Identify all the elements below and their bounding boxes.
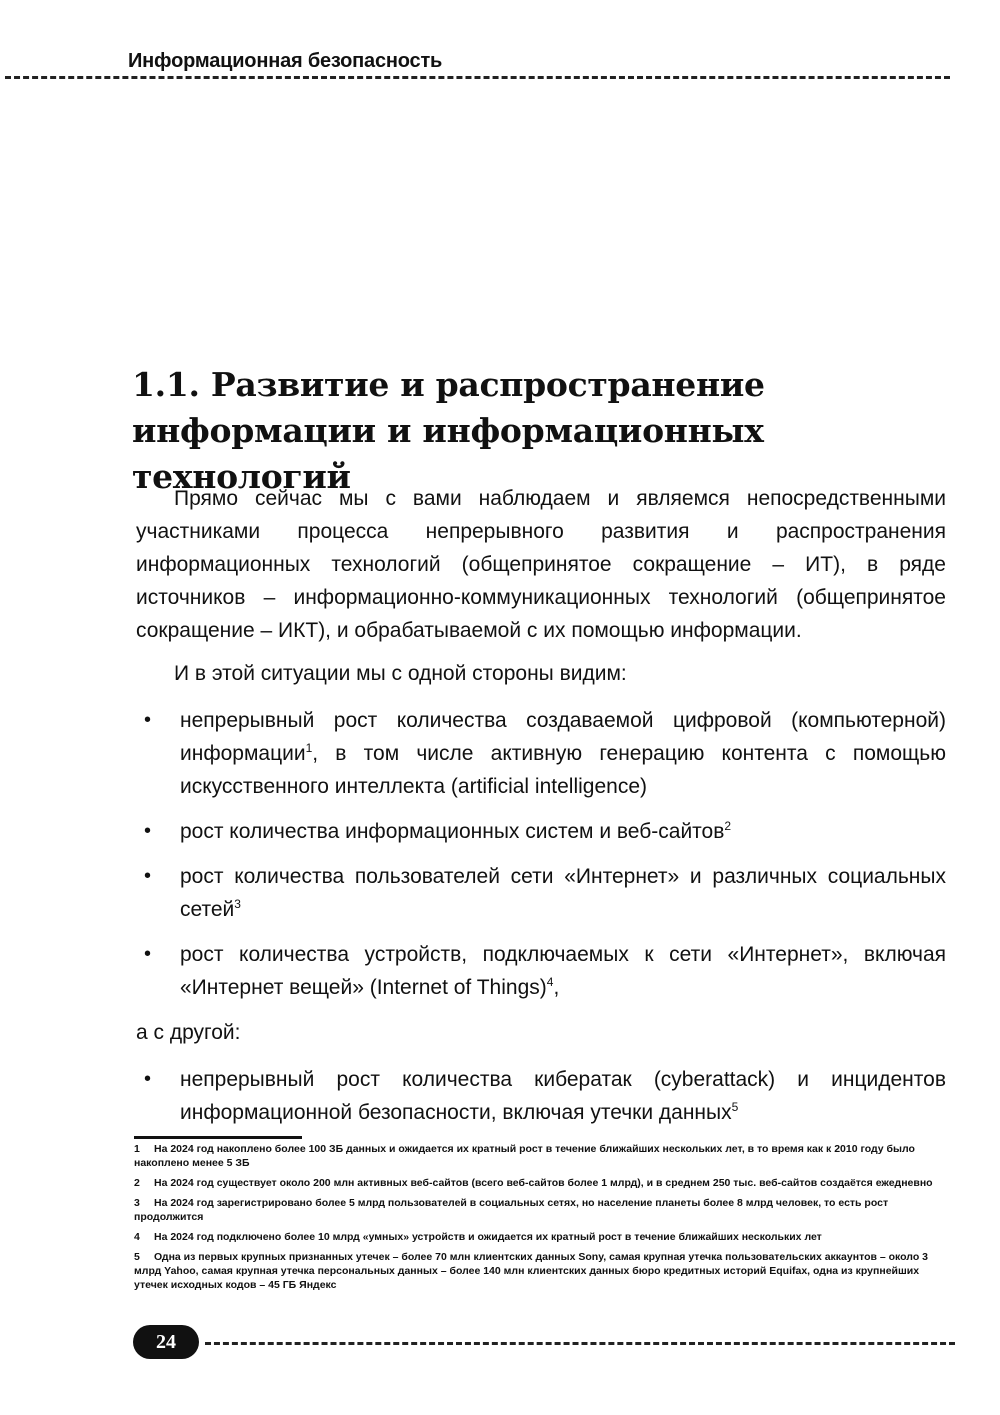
footnote-number: 4 [134,1231,140,1243]
running-header: Информационная безопасность [128,50,443,72]
header-divider [5,76,950,79]
footnote-number: 5 [134,1251,140,1263]
footnote-divider [134,1136,302,1139]
footnote-number: 1 [134,1143,140,1155]
list-item [136,815,946,848]
bullet-list [136,704,946,1004]
footnote-ref[interactable]: 3 [234,897,241,911]
footnote [134,1196,954,1224]
footnote-ref[interactable]: 5 [731,1100,739,1114]
footnote-number: 2 [134,1177,140,1189]
page-number [133,1325,199,1359]
bullet-icon: • [144,1068,152,1090]
list-item-text: непрерывный рост количества кибератак (cyberattack) и инцидентов информационной безопасности, включая утечки данных [180,1068,946,1124]
bullet-icon: • [144,820,152,842]
list-item-text: , в том числе активную генерацию контента с помощью искусственного интеллекта (artificial intelligence) [180,742,946,798]
bullet-icon: • [144,865,152,887]
list-item-text: рост количества пользователей сети «Интернет» и различных социальных сетей [180,865,946,921]
list-item [136,704,946,803]
footer-divider [205,1342,955,1345]
paragraph: а с другой: [136,1021,241,1044]
paragraph: Прямо сейчас мы с вами наблюдаем и являемся непосредственными участниками процесса непрерывного развития и распространения информационных технологий (общепринятое сокращение – ИТ), в ряде источников – информационно-коммуникационных технологий (общепринятое сокращение – ИКТ), и обрабатываемой с их помощью информации. [136,487,946,642]
footnote-ref[interactable]: 4 [546,975,554,989]
footnote-ref[interactable]: 2 [724,819,732,833]
footnote-number: 3 [134,1197,140,1209]
body-text [136,482,946,1141]
footnote [134,1176,954,1190]
list-item [136,1063,946,1129]
footnote [134,1230,954,1244]
section-title: 1.1. Развитие и распространение информации и информационных технологий [132,365,765,496]
footnote-text: На 2024 год накоплено более 100 ЗБ данных и ожидается их кратный рост в течение ближайших нескольких лет, в то время как к 2010 году было накоплено менее 5 ЗБ [134,1143,915,1169]
list-item-text: рост количества устройств, подключаемых к сети «Интернет», включая «Интернет вещей» (Internet of Things) [180,943,946,999]
footnote [134,1250,954,1292]
footnote-text: Одна из первых крупных признанных утечек – более 70 млн клиентских данных Sony, самая крупная утечка пользовательских аккаунтов – около 3 млрд Yahoo, самая крупная утечка персональных данных – более 140 млн клиентских данных бюро кредитных историй Equifax, одна из крупнейших утечек исходных кодов – 45 ГБ Яндекс [134,1251,929,1291]
page-number-text: 24 [156,1330,176,1353]
bullet-list [136,1063,946,1129]
footnote-text: На 2024 год существует около 200 млн активных веб-сайтов (всего веб-сайтов более 1 млрд), и в среднем 250 тыс. веб-сайтов создаётся ежедневно [154,1177,933,1189]
list-item-text: рост количества информационных систем и веб-сайтов [180,820,725,843]
list-item-text: , [553,976,560,999]
list-item [136,938,946,1004]
list-item-text: непрерывный рост количества создаваемой цифровой (компьютерной) информации [180,709,946,765]
list-item [136,860,946,926]
paragraph: И в этой ситуации мы с одной стороны видим: [174,662,627,685]
footnote-ref[interactable]: 1 [305,741,313,755]
footnotes [134,1142,954,1298]
footnote-text: На 2024 год подключено более 10 млрд «умных» устройств и ожидается их кратный рост в течение ближайших нескольких лет [154,1231,822,1243]
bullet-icon: • [144,709,152,731]
bullet-icon: • [144,943,152,965]
footnote-text: На 2024 год зарегистрировано более 5 млрд пользователей в социальных сетях, но население планеты более 8 млрд человек, то есть рост продолжится [134,1197,889,1223]
footnote [134,1142,954,1170]
